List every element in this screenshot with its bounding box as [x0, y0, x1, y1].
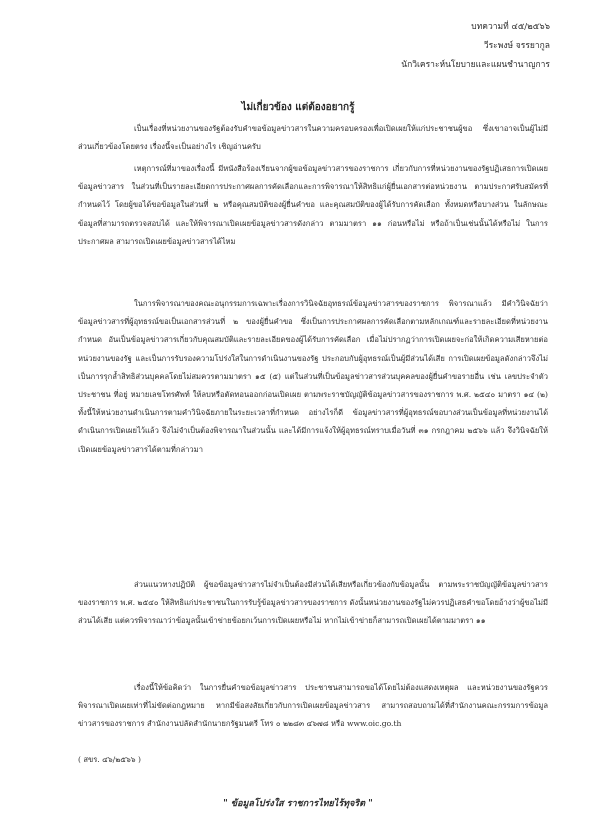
paragraph-intro: เป็นเรื่องที่หน่วยงานของรัฐต้องรับคำขอข้อมูลข่าวสารในความครอบครองเพื่อเปิดเผยให้แก่ประชาชนผู้ขอ ซึ่งเขาอาจเป็นผู้ไม่มีส่วนเกี่ยวข้องโดยตรง เรื่องนี้จะเป็นอย่างไร เชิญอ่านครับ [78, 124, 548, 152]
paragraph-decision: ในการพิจารณาของคณะอนุกรรมการเฉพาะเรื่องการวินิจฉัยอุทธรณ์ข้อมูลข่าวสารของราชการ พิจารณาแล้ว มีคำวินิจฉัยว่า ข้อมูลข่าวสารที่ผู้อุทธรณ์ขอเป็นเอกสารส่วนที่ ๒ ของผู้ยื่นคำขอ ซึ่งเป็นการประกาศผลการคัดเลือกตามหลักเกณฑ์และรายละเอียดที่หน่วยงานกำหนด อันเป็นข้อมูลข่าวสารเกี่ยวกับคุณสมบัติและรายละเอียดของผู้ได้รับการคัดเลือก เมื่อไม่ปรากฏว่าการเปิดเผยจะก่อให้เกิดความเสียหายต่อหน่วยงานของรัฐ และเป็นการรับรองความโปร่งใสในการดำเนินงานของรัฐ ประกอบกับผู้อุทธรณ์เป็นผู้มีส่วนได้เสีย การเปิดเผยข้อมูลดังกล่าวจึงไม่เป็นการรุกล้ำสิทธิส่วนบุคคลโดยไม่สมควรตามมาตรา ๑๕ (๕) แต่ในส่วนที่เป็นข้อมูลข่าวสารส่วนบุคคลของผู้ยื่นคำขอรายอื่น เช่น เลขประจำตัวประชาชน ที่อยู่ หมายเลขโทรศัพท์ ให้ลบหรือตัดทอนออกก่อนเปิดเผย ตามพระราชบัญญัติข้อมูลข่าวสารของราชการ พ.ศ. ๒๕๔๐ มาตรา ๑๔ (๒) ทั้งนี้ให้หน่วยงานดำเนินการตามคำวินิจฉัยภายในระยะเวลาที่กำหนด อย่างไรก็ดี ข้อมูลข่าวสารที่ผู้อุทธรณ์ขอบางส่วนเป็นข้อมูลที่หน่วยงานได้ดำเนินการเปิดเผยไว้แล้ว จึงไม่จำเป็นต้องพิจารณาในส่วนนั้น และได้มีการแจ้งให้ผู้อุทธรณ์ทราบเมื่อวันที่ ๓๑ กรกฎาคม ๒๕๖๖ แล้ว จึงวินิจฉัยให้เปิดเผยข้อมูลข่าวสารได้ตามที่กล่าวมา [78, 299, 548, 454]
footer-slogan: " ข้อมูลโปร่งใส ราชการไทยไร้ทุจริต " [223, 799, 373, 809]
document-title: ไม่เกี่ยวข้อง แต่ต้องอยากรู้ [241, 102, 355, 113]
document-number: บทความที่ ๔๕/๒๕๖๖ [471, 22, 550, 32]
paragraph-guidance: ส่วนแนวทางปฏิบัติ ผู้ขอข้อมูลข่าวสารไม่จำเป็นต้องมีส่วนได้เสียหรือเกี่ยวข้องกับข้อมูลนั้น ตามพระราชบัญญัติข้อมูลข่าวสารของราชการ พ.ศ. ๒๕๔๐ ให้สิทธิแก่ประชาชนในการรับรู้ข้อมูลข่าวสารของราชการ ดังนั้นหน่วยงานของรัฐไม่ควรปฏิเสธคำขอโดยอ้างว่าผู้ขอไม่มีส่วนได้เสีย แต่ควรพิจารณาว่าข้อมูลนั้นเข้าข่ายข้อยกเว้นการเปิดเผยหรือไม่ หากไม่เข้าข่ายก็สามารถเปิดเผยได้ตามมาตรา ๑๑ [78, 580, 548, 626]
author-name: วีระพงษ์ จรรยากูล [483, 41, 550, 51]
case-reference: ( สขร. ๔๖/๒๕๖๖ ) [78, 755, 142, 764]
paragraph-conclusion: เรื่องนี้ให้ข้อคิดว่า ในการยื่นคำขอข้อมูลข่าวสาร ประชาชนสามารถขอได้โดยไม่ต้องแสดงเหตุผล และหน่วยงานของรัฐควรพิจารณาเปิดเผยเท่าที่ไม่ขัดต่อกฎหมาย หากมีข้อสงสัยเกี่ยวกับการเปิดเผยข้อมูลข่าวสาร สามารถสอบถามได้ที่สำนักงานคณะกรรมการข้อมูลข่าวสารของราชการ สำนักงานปลัดสำนักนายกรัฐมนตรี โทร ๐ ๒๒๘๓ ๔๖๗๘ หรือ www.oic.go.th [78, 683, 548, 729]
document-header [380, 18, 550, 75]
author-position: นักวิเคราะห์นโยบายและแผนชำนาญการ [401, 60, 550, 70]
paragraph-facts: เหตุการณ์ที่มาของเรื่องนี้ มีหนังสือร้องเรียนจากผู้ขอข้อมูลข่าวสารของราชการ เกี่ยวกับการที่หน่วยงานของรัฐปฏิเสธการเปิดเผยข้อมูลข่าวสาร ในส่วนที่เป็นรายละเอียดการประกาศผลการคัดเลือกและการพิจารณาให้สิทธิแก่ผู้ยื่นเอกสารต่อหน่วยงาน ตามประกาศรับสมัครที่กำหนดไว้ โดยผู้ขอได้ขอข้อมูลในส่วนที่ ๒ หรือคุณสมบัติของผู้ยื่นคำขอ และคุณสมบัติของผู้ได้รับการคัดเลือก ทั้งหมดหรือบางส่วน ในลักษณะข้อมูลที่สามารถตรวจสอบได้ และให้พิจารณาเปิดเผยข้อมูลข่าวสารดังกล่าว ตามมาตรา ๑๑ ก่อนหรือไม่ หรือถ้าเป็นเช่นนั้นได้หรือไม่ ในการประกาศผล สามารถเปิดเผยข้อมูลข่าวสารได้ไหม [78, 164, 548, 246]
